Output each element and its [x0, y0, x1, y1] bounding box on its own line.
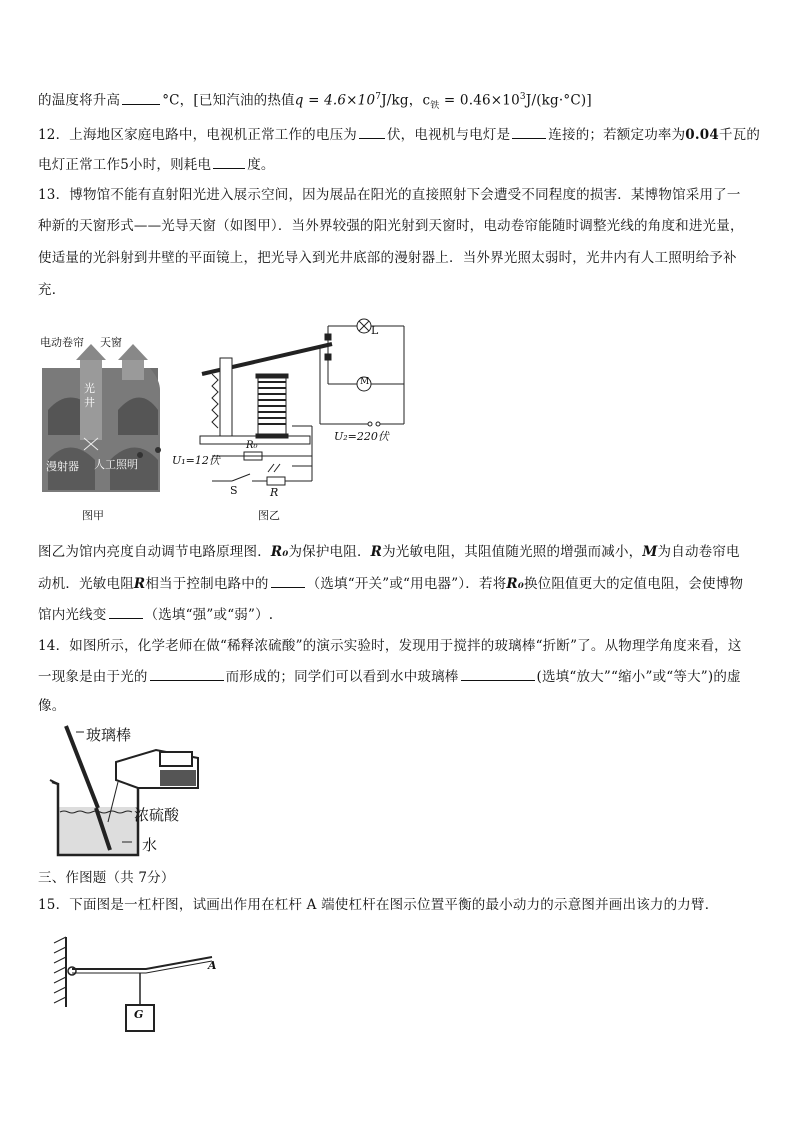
label-well-1: 光	[84, 382, 95, 395]
q12-value: 5	[120, 157, 129, 173]
label-lamp: L	[371, 324, 379, 337]
q11-unit: °C，[已知汽油的热值	[162, 92, 295, 109]
q13-text: 为光敏电阻，其阻值随光照的增强而减小，	[382, 544, 643, 560]
figure-lever	[52, 935, 232, 1035]
label-r: R	[270, 486, 279, 499]
symbol-m: M	[642, 544, 658, 560]
symbol-r0: R₀	[506, 576, 524, 592]
symbol-r: R	[370, 544, 383, 560]
q13-text: 为自动卷帘电	[657, 544, 740, 560]
q11-formula2-unit: J/(kg·°C)]	[525, 92, 592, 109]
q13-line4: 充．	[38, 282, 66, 298]
q12-text: 千瓦的	[718, 127, 761, 143]
label-well-2: 井	[84, 396, 95, 409]
q13-line3: 使适量的光斜射到井壁的平面镜上，把光导入到光井底部的漫射器上．当外界光照太弱时，光井内有人工照明给予补	[38, 250, 737, 266]
q13-para3	[38, 604, 756, 625]
q11-exp: 7	[375, 92, 382, 102]
answer-blank[interactable]	[213, 154, 245, 169]
q13-line2: 种新的天窗形式——光导天窗（如图甲）．当外界较强的阳光射到天窗时，电动卷帘能随时调整光线的角度和进光量，	[38, 218, 744, 234]
q11-text: 的温度将升高	[38, 92, 121, 109]
answer-blank[interactable]	[359, 124, 385, 139]
caption-fig-jia: 图甲	[82, 509, 104, 522]
symbol-r0: R₀	[270, 544, 289, 560]
q11-formula-unit: J/kg，c	[381, 92, 431, 109]
q14-text: 而形成的；同学们可以看到水中玻璃棒	[225, 669, 459, 685]
circuit-diagram	[172, 316, 412, 501]
q14-text: (选填“放大”“缩小”或“等大”)的虚	[536, 669, 741, 685]
q11-tail	[38, 87, 756, 116]
q14-line1: 14．如图所示，化学老师在做“稀释浓硫酸”的演示实验时，发现用于搅拌的玻璃棒“折断”了。从物理学角度来看，这	[38, 638, 742, 654]
q12-text: 小时，则耗电	[129, 157, 212, 173]
label-glass-rod: 玻璃棒	[86, 726, 132, 744]
q13-text: 相当于控制电路中的	[145, 576, 269, 592]
q13-text: （选填“强”或“弱”）.	[144, 607, 274, 623]
q11-sub: 铁	[430, 101, 440, 112]
label-sulfuric-acid: 浓硫酸	[134, 806, 180, 824]
label-u1: U₁=12伏	[172, 454, 220, 467]
q12-text: 12．上海地区家庭电路中，电视机正常工作的电压为	[38, 127, 357, 143]
label-artificial-light: 人工照明	[94, 458, 138, 471]
q13-text: 图乙为馆内亮度自动调节电路原理图．	[38, 544, 271, 560]
q13-text: 换位阻值更大的定值电阻，会使博物	[523, 576, 744, 592]
q14-line3: 像。	[38, 698, 66, 714]
label-window: 天窗	[100, 336, 122, 349]
answer-blank[interactable]	[150, 666, 224, 681]
q13-text: （选填“开关”或“用电器”）．若将	[306, 576, 507, 592]
q13-text: 馆内光线变	[38, 607, 107, 623]
answer-blank[interactable]	[109, 604, 143, 619]
label-point-a: A	[208, 959, 217, 972]
q11-formula2: = 0.46×10	[439, 92, 520, 109]
q13-para2	[38, 573, 756, 594]
label-weight-g: G	[134, 1008, 144, 1021]
answer-blank[interactable]	[512, 124, 546, 139]
q15-line1: 15．下面图是一杠杆图，试画出作用在杠杆 A 端使杠杆在图示位置平衡的最小动力的示意图并画出该力的力臂．	[38, 897, 719, 913]
q12-text: 电灯正常工作	[38, 157, 121, 173]
label-u2: U₂=220伏	[334, 430, 389, 443]
q11-formula: q = 4.6×10	[294, 92, 376, 109]
figure-glass-rod	[38, 722, 213, 862]
label-motor: M	[360, 377, 370, 387]
label-water: 水	[142, 836, 158, 854]
symbol-r: R	[133, 576, 146, 592]
label-r0: R₀	[246, 440, 258, 451]
q14-text: 一现象是由于光的	[38, 669, 148, 685]
label-diffuser: 漫射器	[46, 460, 79, 473]
q13-text: 动机．光敏电阻	[38, 576, 134, 592]
section-heading: 三、作图题（共 7分）	[38, 870, 175, 886]
q12-line2	[38, 154, 756, 175]
q12-text: 伏，电视机与电灯是	[386, 127, 511, 143]
q13-line1: 13．博物馆不能有直射阳光进入展示空间，因为展品在阳光的直接照射下会遭受不同程度的损害．某博物馆采用了一	[38, 187, 741, 203]
figure-skylight	[40, 330, 165, 495]
answer-blank[interactable]	[122, 90, 160, 105]
q11-exp2: 3	[519, 92, 526, 102]
figure-circuit	[172, 316, 412, 501]
label-curtain: 电动卷帘	[40, 336, 84, 349]
q12-text: 度。	[247, 157, 275, 173]
q12-value: 0.04	[685, 127, 719, 143]
answer-blank[interactable]	[271, 573, 305, 588]
q14-line2	[38, 666, 756, 687]
q12-line1	[38, 124, 761, 145]
q12-text: 连接的；若额定功率为	[548, 127, 686, 143]
label-switch: S	[230, 484, 238, 497]
q13-text: 为保护电阻．	[288, 544, 371, 560]
answer-blank[interactable]	[461, 666, 535, 681]
q13-para1	[38, 542, 756, 562]
caption-fig-yi: 图乙	[258, 509, 280, 522]
